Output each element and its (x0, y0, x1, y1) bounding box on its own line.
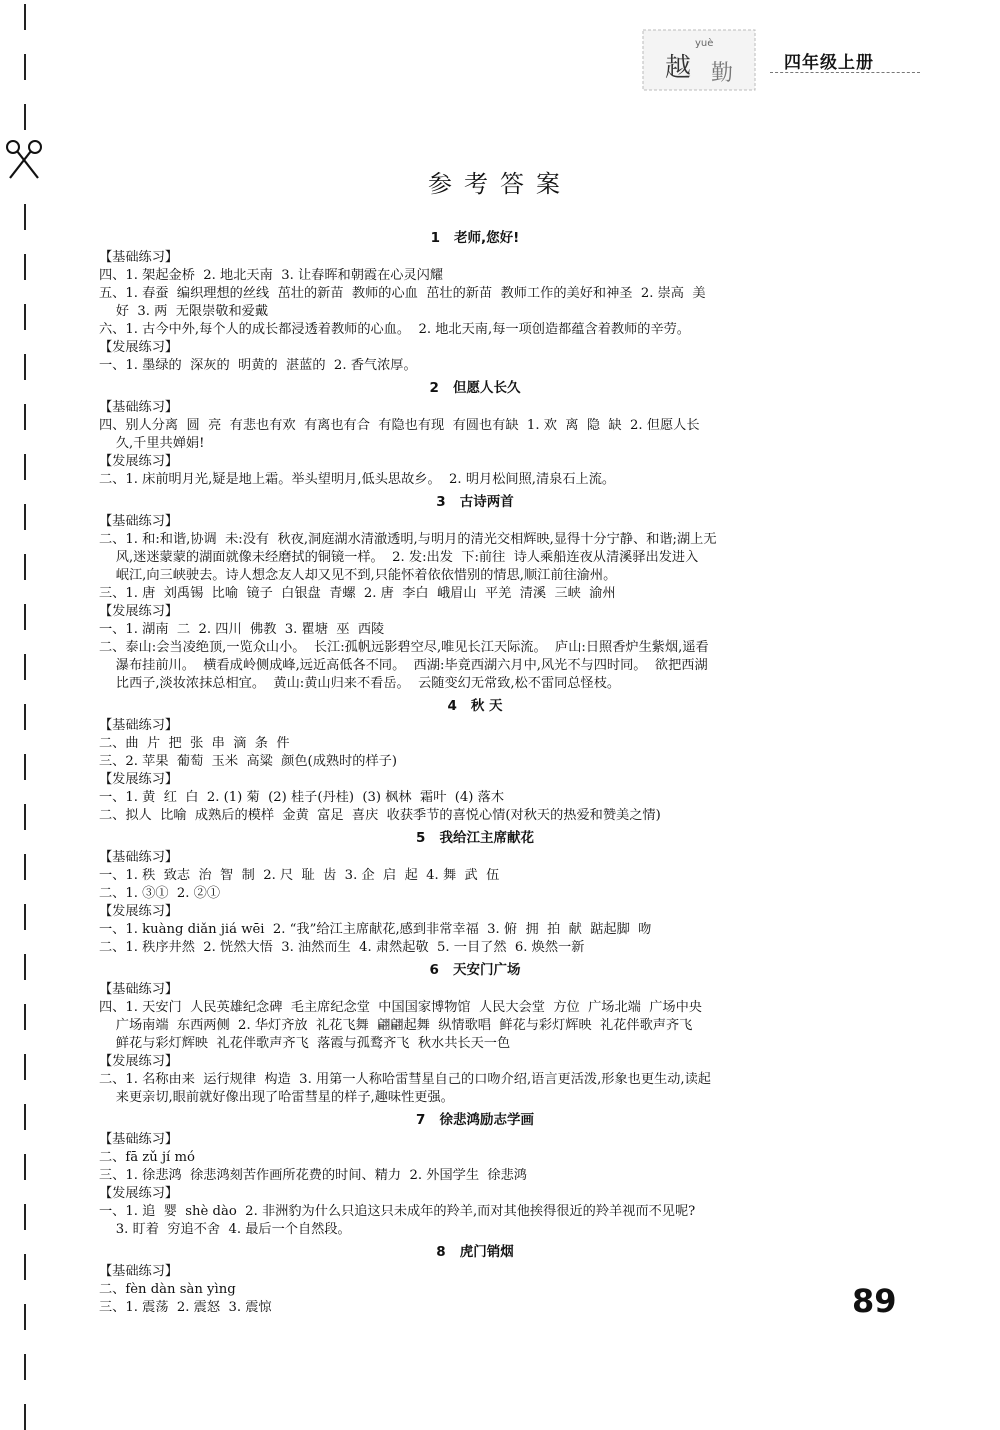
answer-line: 五、1. 春蚕 编织理想的丝线 茁壮的新苗 教师的心血 茁壮的新苗 教师工作的美好和神圣 2. 崇高 美 (99, 286, 706, 301)
cut-line-dash (24, 1304, 26, 1330)
answer-line: 二、拟人 比喻 成熟后的模样 金黄 富足 喜庆 收获季节的喜悦心情(对秋天的热爱和赞美之情) (99, 808, 661, 823)
section-title (99, 961, 851, 979)
section-title (99, 493, 851, 511)
answer-line: 【基础练习】 (99, 982, 179, 997)
answer-line: 好 3. 两 无限崇敬和爱戴 (99, 304, 269, 319)
answer-line: 【发展练习】 (99, 1186, 179, 1201)
cut-line-dash (24, 954, 26, 980)
answer-line: 【发展练习】 (99, 904, 179, 919)
answer-line: 比西子,淡妆浓抹总相宜。 黄山:黄山归来不看岳。 云随变幻无常致,松不雷同总怪枝。 (99, 676, 621, 691)
cut-line-dash (24, 1104, 26, 1130)
section-heading: 秋 天 (470, 698, 503, 714)
cut-line-dash (24, 354, 26, 380)
cut-line-dash (24, 1004, 26, 1030)
cut-line-dash (24, 1254, 26, 1280)
section-heading: 徐悲鸿励志学画 (439, 1112, 534, 1128)
section-heading: 我给江主席献花 (439, 830, 534, 846)
section-number: 6 (429, 962, 439, 978)
answer-line: 二、1. 和:和谐,协调 未:没有 秋夜,洞庭湖水清澈透明,与明月的清光交相辉映,显得十分宁静、和谐;湖上无 (99, 532, 717, 547)
cut-line-dash (24, 1054, 26, 1080)
answer-line: 二、1. 秩序井然 2. 恍然大悟 3. 油然而生 4. 肃然起敬 5. 一目了然 6. 焕然一新 (99, 940, 585, 955)
cut-line-dash (24, 304, 26, 330)
cut-line-dash (24, 54, 26, 80)
section-number: 4 (447, 698, 457, 714)
section-number: 2 (429, 380, 439, 396)
answer-line: 三、2. 苹果 葡萄 玉米 高粱 颜色(成熟时的样子) (99, 754, 397, 769)
answer-line: 广场南端 东西两侧 2. 华灯齐放 礼花飞舞 翩翩起舞 纵情歌唱 鲜花与彩灯辉映 礼花伴歌声齐飞 (99, 1018, 693, 1033)
cut-line-dash (24, 604, 26, 630)
answer-line: 风,迷迷蒙蒙的湖面就像未经磨拭的铜镜一样。 2. 发:出发 下:前往 诗人乘船连夜从清溪驿出发进入 (99, 550, 699, 565)
answer-content (99, 225, 851, 1317)
svg-text:越: 越 (665, 53, 692, 83)
answer-line: 岷江,向三峡驶去。诗人想念友人却又见不到,只能怀着依依惜别的情思,顺江前往渝州。 (99, 568, 617, 583)
answer-line: 【发展练习】 (99, 772, 179, 787)
cut-line-dash (24, 704, 26, 730)
stamp-logo (635, 24, 765, 96)
answer-line: 二、泰山:会当凌绝顶,一览众山小。 长江:孤帆远影碧空尽,唯见长江天际流。 庐山:日照香炉生紫烟,遥看 (99, 640, 709, 655)
answer-line: 【基础练习】 (99, 850, 179, 865)
cut-line-dash (24, 454, 26, 480)
answer-line: 三、1. 唐 刘禹锡 比喻 镜子 白银盘 青螺 2. 唐 李白 峨眉山 平羌 清溪 三峡 渝州 (99, 586, 616, 601)
answer-line: 3. 盯着 穷追不舍 4. 最后一个自然段。 (99, 1222, 351, 1237)
answer-line: 一、1. kuàng diǎn jiá wēi 2. “我”给江主席献花,感到非常幸福 3. 俯 拥 拍 献 踮起脚 吻 (99, 922, 652, 937)
answer-line: 【基础练习】 (99, 718, 179, 733)
section-number: 3 (436, 494, 446, 510)
answer-line: 二、1. ③① 2. ②① (99, 886, 221, 901)
answer-line: 四、1. 架起金桥 2. 地北天南 3. 让春晖和朝霞在心灵闪耀 (99, 268, 444, 283)
grade-label: 四年级上册 (784, 53, 874, 73)
answer-line: 一、1. 黄 红 白 2. (1) 菊 (2) 桂子(丹桂) (3) 枫林 霜叶 (4) 落木 (99, 790, 505, 805)
answer-line: 【基础练习】 (99, 250, 179, 265)
answer-line: 三、1. 徐悲鸿 徐悲鸿刻苦作画所花费的时间、精力 2. 外国学生 徐悲鸿 (99, 1168, 527, 1183)
section-heading: 古诗两首 (459, 494, 514, 510)
cut-line-dash (24, 654, 26, 680)
page-title: 参考答案 (428, 170, 572, 198)
answer-line: 【发展练习】 (99, 604, 179, 619)
cut-line-dash (24, 1204, 26, 1230)
answer-line: 一、1. 湖南 二 2. 四川 佛教 3. 瞿塘 巫 西陵 (99, 622, 385, 637)
answer-line: 瀑布挂前川。 横看成岭侧成峰,远近高低各不同。 西湖:毕竟西湖六月中,风光不与四时同。 欲把西湖 (99, 658, 708, 673)
cut-line-dash (24, 804, 26, 830)
cut-line-dash (24, 504, 26, 530)
cut-line-dash (24, 4, 26, 30)
answer-line: 一、1. 秩 致志 治 智 制 2. 尺 耻 齿 3. 企 启 起 4. 舞 武 伍 (99, 868, 500, 883)
answer-line: 【发展练习】 (99, 1054, 179, 1069)
cut-line-dash (24, 1154, 26, 1180)
cut-line-dash (24, 204, 26, 230)
answer-line: 【基础练习】 (99, 1132, 179, 1147)
section-title (99, 379, 851, 397)
cut-line-dash (24, 904, 26, 930)
answer-line: 来更亲切,眼前就好像出现了哈雷彗星的样子,趣味性更强。 (99, 1090, 454, 1105)
section-heading: 但愿人长久 (452, 380, 521, 396)
cut-line-dash (24, 554, 26, 580)
cut-line-dash (24, 254, 26, 280)
answer-line: 一、1. 追 婴 shè dào 2. 非洲豹为什么只追这只未成年的羚羊,而对其他挨得很近的羚羊视而不见呢? (99, 1204, 696, 1219)
answer-line: 二、1. 床前明月光,疑是地上霜。举头望明月,低头思故乡。 2. 明月松间照,清泉石上流。 (99, 472, 616, 487)
cut-line-dash (24, 1404, 26, 1430)
answer-line: 【发展练习】 (99, 340, 179, 355)
answer-line: 鲜花与彩灯辉映 礼花伴歌声齐飞 落霞与孤鹜齐飞 秋水共长天一色 (99, 1036, 511, 1051)
cut-line-dash (24, 404, 26, 430)
answer-line: 六、1. 古今中外,每个人的成长都浸透着教师的心血。 2. 地北天南,每一项创造都蕴含着教师的辛劳。 (99, 322, 690, 337)
cut-line-dash (24, 104, 26, 130)
section-title (99, 229, 851, 247)
answer-line: 【基础练习】 (99, 514, 179, 529)
answer-line: 四、1. 天安门 人民英雄纪念碑 毛主席纪念堂 中国国家博物馆 人民大会堂 方位 广场北端 广场中央 (99, 1000, 702, 1015)
section-title (99, 829, 851, 847)
answer-line: 二、fèn dàn sàn yìng (99, 1282, 236, 1297)
header-divider (770, 72, 920, 73)
answer-line: 四、别人分离 圆 亮 有悲也有欢 有离也有合 有隐也有现 有圆也有缺 1. 欢 离 隐 缺 2. 但愿人长 (99, 418, 700, 433)
cut-line-dash (24, 1354, 26, 1380)
cut-line-dash (24, 754, 26, 780)
section-number: 5 (416, 830, 426, 846)
answer-line: 三、1. 震荡 2. 震怒 3. 震惊 (99, 1300, 272, 1315)
cut-line-dash (24, 854, 26, 880)
section-number: 7 (416, 1112, 426, 1128)
answer-line: 【基础练习】 (99, 400, 179, 415)
svg-text:yuè: yuè (695, 38, 714, 49)
answer-line: 【基础练习】 (99, 1264, 179, 1279)
answer-line: 【发展练习】 (99, 454, 179, 469)
section-number: 1 (430, 230, 441, 246)
section-number: 8 (436, 1244, 446, 1260)
answer-line: 久,千里共婵娟! (99, 436, 205, 451)
svg-text:勤: 勤 (711, 61, 734, 86)
answer-line: 二、fā zǔ jí mó (99, 1150, 195, 1165)
answer-line: 一、1. 墨绿的 深灰的 明黄的 湛蓝的 2. 香气浓厚。 (99, 358, 417, 373)
answer-line: 二、1. 名称由来 运行规律 构造 3. 用第一人称哈雷彗星自己的口吻介绍,语言更活泼,形象也更生动,读起 (99, 1072, 711, 1087)
section-title (99, 697, 851, 715)
page-number: 89 (852, 1282, 897, 1320)
answer-line: 二、曲 片 把 张 串 滴 条 件 (99, 736, 290, 751)
section-title (99, 1111, 851, 1129)
cut-line (22, 0, 28, 1418)
section-heading: 天安门广场 (452, 962, 521, 978)
section-heading: 老师,您好! (454, 230, 520, 246)
section-title (99, 1243, 851, 1261)
section-heading: 虎门销烟 (459, 1244, 514, 1260)
